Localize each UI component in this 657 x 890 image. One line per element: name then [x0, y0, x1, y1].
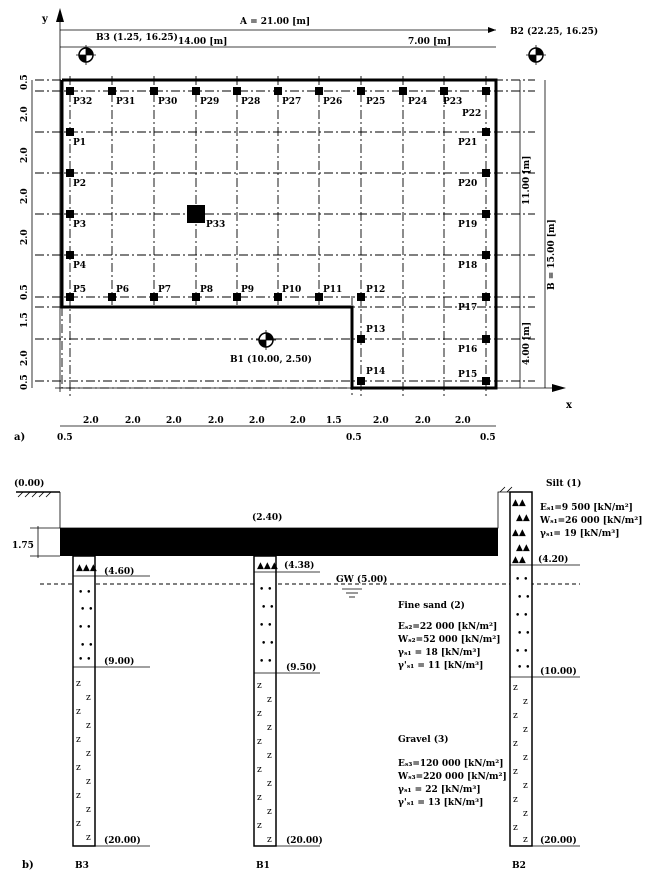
pile-p18	[482, 251, 490, 259]
borehole-icon-b3	[76, 45, 96, 65]
pile-p14	[357, 377, 365, 385]
raft-thickness: 1.75	[12, 541, 34, 551]
svg-text:2.0: 2.0	[415, 416, 431, 426]
svg-text:z: z	[86, 833, 91, 843]
dim-B: B = 15.00 [m]	[547, 219, 557, 290]
b1-level-2: (9.50)	[286, 663, 317, 673]
svg-text:P30: P30	[158, 97, 178, 107]
svg-text:P19: P19	[458, 220, 478, 230]
left-dims	[20, 74, 30, 390]
svg-text:2.0: 2.0	[373, 416, 389, 426]
svg-text:γₛ₁ = 18 [kN/m³]: γₛ₁ = 18 [kN/m³]	[398, 648, 481, 658]
svg-text:z: z	[523, 725, 528, 735]
pile-p17	[482, 293, 490, 301]
svg-text:P6: P6	[116, 285, 130, 295]
svg-text:P1: P1	[73, 138, 87, 148]
svg-text:0.5: 0.5	[20, 74, 30, 90]
svg-text:• •: • •	[78, 655, 92, 665]
svg-text:▲▲: ▲▲	[512, 498, 526, 508]
svg-text:Gravel (3): Gravel (3)	[398, 735, 449, 745]
svg-text:P20: P20	[458, 179, 478, 189]
b1-level-3: (20.00)	[286, 836, 323, 846]
borehole-b2-label: B2 (22.25, 16.25)	[510, 27, 599, 37]
svg-text:P18: P18	[458, 261, 478, 271]
svg-text:P33: P33	[206, 220, 226, 230]
svg-text:2.0: 2.0	[290, 416, 306, 426]
b3-level-2: (9.00)	[104, 657, 135, 667]
pile-p2	[66, 169, 74, 177]
svg-text:z: z	[267, 835, 272, 845]
svg-text:2.0: 2.0	[249, 416, 265, 426]
svg-text:2.0: 2.0	[125, 416, 141, 426]
svg-text:2.0: 2.0	[20, 350, 30, 366]
svg-text:z: z	[86, 777, 91, 787]
b1-name: B1	[256, 861, 270, 871]
svg-text:Eₛ₂=22 000 [kN/m²]: Eₛ₂=22 000 [kN/m²]	[398, 622, 498, 632]
svg-text:P2: P2	[73, 179, 87, 189]
level-ground: (0.00)	[14, 479, 45, 489]
svg-text:P10: P10	[282, 285, 302, 295]
pile-p12	[357, 293, 365, 301]
b1-level-1: (4.38)	[284, 561, 315, 571]
svg-text:Silt (1): Silt (1)	[546, 479, 582, 489]
svg-text:z: z	[267, 751, 272, 761]
gravel-properties	[397, 734, 507, 808]
svg-text:z: z	[257, 681, 262, 691]
svg-text:z: z	[267, 779, 272, 789]
svg-text:P27: P27	[282, 97, 302, 107]
x-axis-arrow	[552, 384, 566, 392]
svg-text:2.0: 2.0	[20, 229, 30, 245]
svg-text:z: z	[523, 781, 528, 791]
pile-p24	[399, 87, 407, 95]
svg-text:P8: P8	[200, 285, 214, 295]
svg-text:z: z	[257, 793, 262, 803]
pile-p33	[187, 205, 205, 223]
svg-text:z: z	[86, 805, 91, 815]
pile-p20	[482, 169, 490, 177]
pile-p3	[66, 210, 74, 218]
pile-p21	[482, 128, 490, 136]
ground-hatch-left	[16, 492, 60, 497]
svg-text:▲▲: ▲▲	[516, 513, 530, 523]
grid-horizontal	[35, 80, 535, 381]
svg-text:▲▲▲: ▲▲▲	[76, 563, 97, 573]
pile-p30	[150, 87, 158, 95]
pile-p16	[482, 335, 490, 343]
svg-text:z: z	[76, 707, 81, 717]
svg-text:P28: P28	[241, 97, 261, 107]
svg-text:• •: • •	[259, 621, 273, 631]
pile-p15	[482, 377, 490, 385]
pile-p29	[192, 87, 200, 95]
svg-text:0.5: 0.5	[20, 374, 30, 390]
pile-p27	[274, 87, 282, 95]
svg-text:0.5: 0.5	[20, 284, 30, 300]
b2-level-2: (10.00)	[540, 667, 577, 677]
svg-text:P4: P4	[73, 261, 87, 271]
dim-7: 7.00 [m]	[408, 37, 452, 47]
svg-text:2.0: 2.0	[83, 416, 99, 426]
svg-text:2.0: 2.0	[20, 147, 30, 163]
svg-text:z: z	[76, 679, 81, 689]
excavation-outline	[60, 492, 510, 528]
svg-text:Eₛ₃=120 000 [kN/m²]: Eₛ₃=120 000 [kN/m²]	[398, 759, 504, 769]
bottom-dims	[57, 416, 496, 443]
svg-text:• •: • •	[261, 639, 275, 649]
pile-p25	[357, 87, 365, 95]
pile-p7	[150, 293, 158, 301]
borehole-icon-b1	[256, 330, 276, 350]
pile-p32	[66, 87, 74, 95]
svg-text:P7: P7	[158, 285, 172, 295]
svg-text:z: z	[257, 709, 262, 719]
svg-text:▲▲: ▲▲	[512, 555, 526, 565]
b2-level-1: (4.20)	[538, 555, 569, 565]
b3-level-3: (20.00)	[104, 836, 141, 846]
svg-text:z: z	[257, 821, 262, 831]
plan-view	[14, 8, 598, 443]
svg-text:z: z	[523, 809, 528, 819]
lower-left-edge	[62, 307, 352, 388]
borehole-b1-label: B1 (10.00, 2.50)	[230, 355, 312, 365]
svg-text:P17: P17	[458, 303, 478, 313]
borehole-icon-b2	[526, 45, 546, 65]
dim-11: 11.00 [m]	[522, 155, 532, 205]
svg-text:P23: P23	[443, 97, 463, 107]
b2-level-3: (20.00)	[540, 836, 577, 846]
svg-text:• •: • •	[517, 629, 531, 639]
dim-14: 14.00 [m]	[178, 37, 228, 47]
borehole-b3-label: B3 (1.25, 16.25)	[96, 33, 178, 43]
y-axis-arrow	[56, 8, 64, 22]
pile-p31	[108, 87, 116, 95]
caption-b: b)	[22, 860, 34, 871]
svg-text:2.0: 2.0	[208, 416, 224, 426]
svg-text:z: z	[86, 693, 91, 703]
svg-text:P16: P16	[458, 345, 478, 355]
svg-text:P32: P32	[73, 97, 93, 107]
svg-text:z: z	[86, 721, 91, 731]
y-axis-label: y	[42, 14, 48, 25]
dim-A: A = 21.00 [m]	[240, 17, 311, 27]
svg-text:Wₛ₁=26 000 [kN/m²]: Wₛ₁=26 000 [kN/m²]	[540, 516, 643, 526]
section-view	[12, 478, 642, 871]
svg-text:γₛ₁= 19 [kN/m³]: γₛ₁= 19 [kN/m³]	[540, 529, 620, 539]
borehole-column-b1	[254, 556, 320, 846]
svg-text:• •: • •	[259, 585, 273, 595]
grid-vertical	[70, 76, 486, 398]
pile-p22	[482, 87, 490, 95]
svg-text:z: z	[513, 683, 518, 693]
svg-text:z: z	[513, 711, 518, 721]
pile-p1	[66, 128, 74, 136]
svg-text:• •: • •	[515, 647, 529, 657]
svg-text:P21: P21	[458, 138, 478, 148]
pile-p26	[315, 87, 323, 95]
svg-text:P31: P31	[116, 97, 136, 107]
svg-text:▲▲: ▲▲	[516, 543, 530, 553]
pile-p19	[482, 210, 490, 218]
svg-text:z: z	[267, 723, 272, 733]
svg-text:z: z	[257, 737, 262, 747]
svg-text:z: z	[523, 697, 528, 707]
borehole-column-b3	[73, 556, 150, 846]
svg-text:z: z	[257, 765, 262, 775]
svg-text:P26: P26	[323, 97, 343, 107]
svg-text:• •: • •	[261, 603, 275, 613]
svg-text:2.0: 2.0	[455, 416, 471, 426]
svg-text:• •: • •	[259, 657, 273, 667]
svg-text:0.5: 0.5	[57, 433, 73, 443]
svg-text:z: z	[267, 695, 272, 705]
svg-text:P12: P12	[366, 285, 386, 295]
svg-text:P3: P3	[73, 220, 87, 230]
svg-text:z: z	[76, 819, 81, 829]
pile-p28	[233, 87, 241, 95]
foundation-outline	[62, 80, 496, 388]
svg-text:Fine sand (2): Fine sand (2)	[398, 601, 465, 611]
svg-text:P5: P5	[73, 285, 87, 295]
svg-text:z: z	[513, 795, 518, 805]
svg-text:z: z	[267, 807, 272, 817]
svg-text:Wₛ₂=52 000 [kN/m²]: Wₛ₂=52 000 [kN/m²]	[398, 635, 501, 645]
silt-properties	[539, 478, 642, 539]
pile-p13	[357, 335, 365, 343]
svg-text:1.5: 1.5	[326, 416, 342, 426]
pile-p6	[108, 293, 116, 301]
svg-text:• •: • •	[515, 611, 529, 621]
svg-text:P24: P24	[408, 97, 428, 107]
svg-text:1.5: 1.5	[20, 312, 30, 328]
level-raft: (2.40)	[252, 513, 283, 523]
water-level-icon	[342, 589, 362, 597]
b2-name: B2	[512, 861, 526, 871]
foundation-raft	[60, 528, 498, 556]
gw-label: GW (5.00)	[336, 575, 388, 585]
svg-text:z: z	[513, 767, 518, 777]
svg-text:Eₛ₁=9 500 [kN/m²]: Eₛ₁=9 500 [kN/m²]	[540, 503, 633, 513]
svg-text:γ'ₛ₁ = 13 [kN/m³]: γ'ₛ₁ = 13 [kN/m³]	[398, 798, 484, 808]
svg-text:γ'ₛ₁ = 11 [kN/m³]: γ'ₛ₁ = 11 [kN/m³]	[398, 661, 484, 671]
svg-text:P22: P22	[462, 109, 482, 119]
pile-p23	[440, 87, 448, 95]
svg-text:z: z	[76, 791, 81, 801]
svg-text:z: z	[513, 739, 518, 749]
fine-sand-properties	[397, 600, 500, 671]
svg-text:z: z	[523, 835, 528, 845]
pile-p9	[233, 293, 241, 301]
svg-text:2.0: 2.0	[20, 188, 30, 204]
svg-text:0.5: 0.5	[346, 433, 362, 443]
svg-text:• •: • •	[80, 605, 94, 615]
dim-4: 4.00 [m]	[522, 321, 532, 365]
svg-text:z: z	[513, 823, 518, 833]
pile-p10	[274, 293, 282, 301]
svg-text:0.5: 0.5	[480, 433, 496, 443]
svg-text:P11: P11	[323, 285, 343, 295]
svg-text:P29: P29	[200, 97, 220, 107]
caption-a: a)	[14, 432, 26, 443]
x-axis-label: x	[566, 400, 572, 411]
svg-text:P13: P13	[366, 325, 386, 335]
svg-text:• •: • •	[78, 623, 92, 633]
svg-text:▲▲▲: ▲▲▲	[257, 561, 278, 571]
pile-p11	[315, 293, 323, 301]
b3-level-1: (4.60)	[104, 567, 135, 577]
pile-p4	[66, 251, 74, 259]
svg-text:• •: • •	[78, 588, 92, 598]
svg-text:z: z	[76, 763, 81, 773]
svg-text:2.0: 2.0	[20, 106, 30, 122]
svg-text:2.0: 2.0	[166, 416, 182, 426]
svg-text:Wₛ₃=220 000 [kN/m²]: Wₛ₃=220 000 [kN/m²]	[398, 772, 507, 782]
svg-text:• •: • •	[517, 593, 531, 603]
svg-text:• •: • •	[80, 641, 94, 651]
svg-text:P15: P15	[458, 370, 478, 380]
svg-text:P14: P14	[366, 367, 386, 377]
svg-text:z: z	[523, 753, 528, 763]
b3-name: B3	[75, 861, 89, 871]
svg-text:P9: P9	[241, 285, 255, 295]
svg-text:▲▲: ▲▲	[512, 528, 526, 538]
svg-text:P25: P25	[366, 97, 386, 107]
pile-p8	[192, 293, 200, 301]
svg-text:• •: • •	[515, 575, 529, 585]
svg-text:z: z	[86, 749, 91, 759]
svg-text:z: z	[76, 735, 81, 745]
svg-text:γₛ₁ = 22 [kN/m³]: γₛ₁ = 22 [kN/m³]	[398, 785, 481, 795]
svg-text:• •: • •	[517, 663, 531, 673]
